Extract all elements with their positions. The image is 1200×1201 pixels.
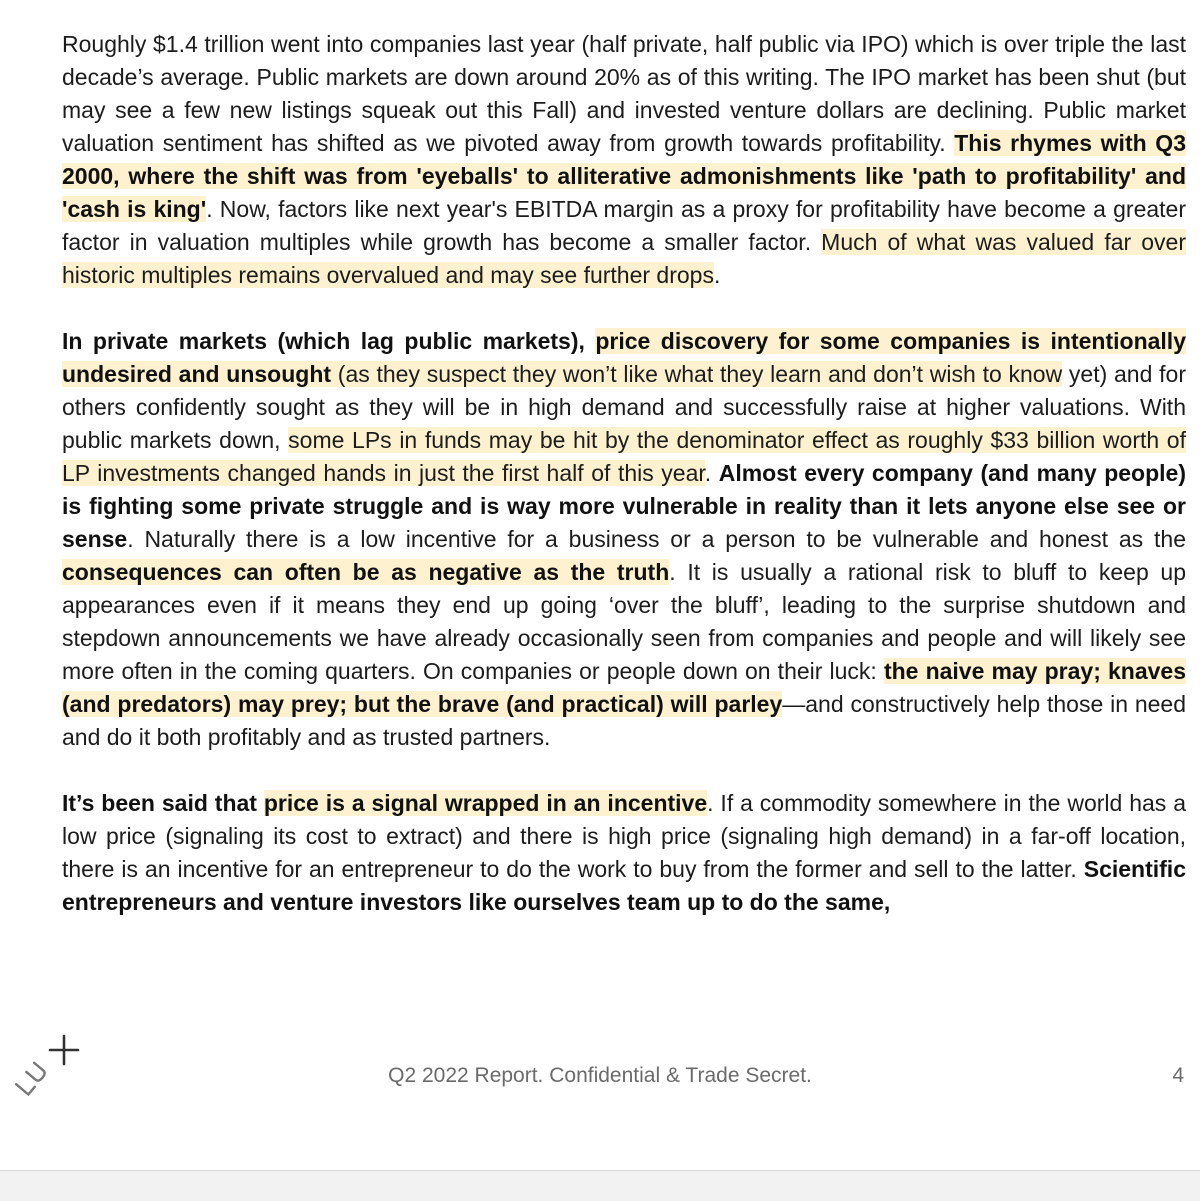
highlighted-bold-text: price is a signal wrapped in an incentive	[263, 790, 708, 816]
paragraph-market-overview	[62, 28, 1186, 292]
text-segment: .	[713, 262, 721, 288]
highlighted-text: (as they suspect they won’t like what they learn and don’t wish to know	[331, 361, 1063, 387]
bold-text: Scientific entrepreneurs and venture investors like ourselves team up to do the same,	[62, 856, 1186, 915]
highlighted-text: some LPs in funds may be hit by the denominator effect as roughly $33 billion worth of LP investments changed hands in just the first half of this year	[62, 427, 1186, 486]
text-segment: . If a commodity somewhere in the world has a low price (signaling its cost to extract) and there is high price (signaling high demand) in a far-off location, there is an incentive for an entrepreneur to do the work to buy from the former and sell to the latter.	[62, 790, 1187, 882]
paragraph-price-signal	[62, 787, 1186, 919]
page-footer	[0, 1064, 1200, 1094]
text-segment: yet) and for others confidently sought as they will be in high demand and successfully raise at higher valuations. With public markets down,	[62, 361, 1186, 453]
text-segment: .	[704, 460, 719, 486]
document-page	[62, 28, 1186, 919]
bold-text: Almost every company (and many people) is fighting some private struggle and is way more vulnerable in reality than it lets anyone else see or sense	[62, 460, 1186, 552]
text-segment: . It is usually a rational risk to bluff to keep up appearances even if it means they end up going ‘over the bluff’, leading to the surprise shutdown and stepdown announcements we have already occasionally seen from companies and people and will likely see more often in the coming quarters. On companies or people down on their luck:	[62, 559, 1186, 684]
text-segment: Roughly $1.4 trillion went into companies last year (half private, half public via IPO) which is over triple the last decade’s average. Public markets are down around 20% as of this writing. The IPO market has been shut (but may see a few new listings squeak out this Fall) and invested venture dollars are declining. Public market valuation sentiment has shifted as we pivoted away from growth towards profitability.	[62, 31, 1186, 156]
text-segment: . Naturally there is a low incentive for a business or a person to be vulnerable and honest as the	[127, 526, 1186, 552]
page-number: 4	[1172, 1064, 1184, 1087]
page-bottom-edge	[0, 1170, 1200, 1201]
footer-confidentiality-text: Q2 2022 Report. Confidential & Trade Secret.	[388, 1064, 812, 1087]
bold-text: It’s been said that	[62, 790, 264, 816]
highlighted-bold-text: consequences can often be as negative as the truth	[62, 559, 670, 585]
paragraph-private-markets	[62, 325, 1186, 754]
highlighted-bold-text: This rhymes with Q3 2000, where the shift was from 'eyeballs' to alliterative admonishments like 'path to profitability' and 'cash is king'	[62, 130, 1186, 222]
highlighted-bold-text: the naive may pray; knaves (and predators) may prey; but the brave (and practical) will parley	[62, 658, 1186, 717]
highlighted-bold-text: price discovery for some companies is intentionally undesired and unsought	[62, 328, 1186, 387]
bold-text: In private markets (which lag public markets),	[62, 328, 596, 354]
text-segment: . Now, factors like next year's EBITDA margin as a proxy for profitability have become a greater factor in valuation multiples while growth has become a smaller factor.	[62, 196, 1187, 255]
text-segment: —and constructively help those in need and do it both profitably and as trusted partners.	[62, 691, 1186, 750]
highlighted-text: Much of what was valued far over historic multiples remains overvalued and may see further drops	[62, 229, 1186, 288]
